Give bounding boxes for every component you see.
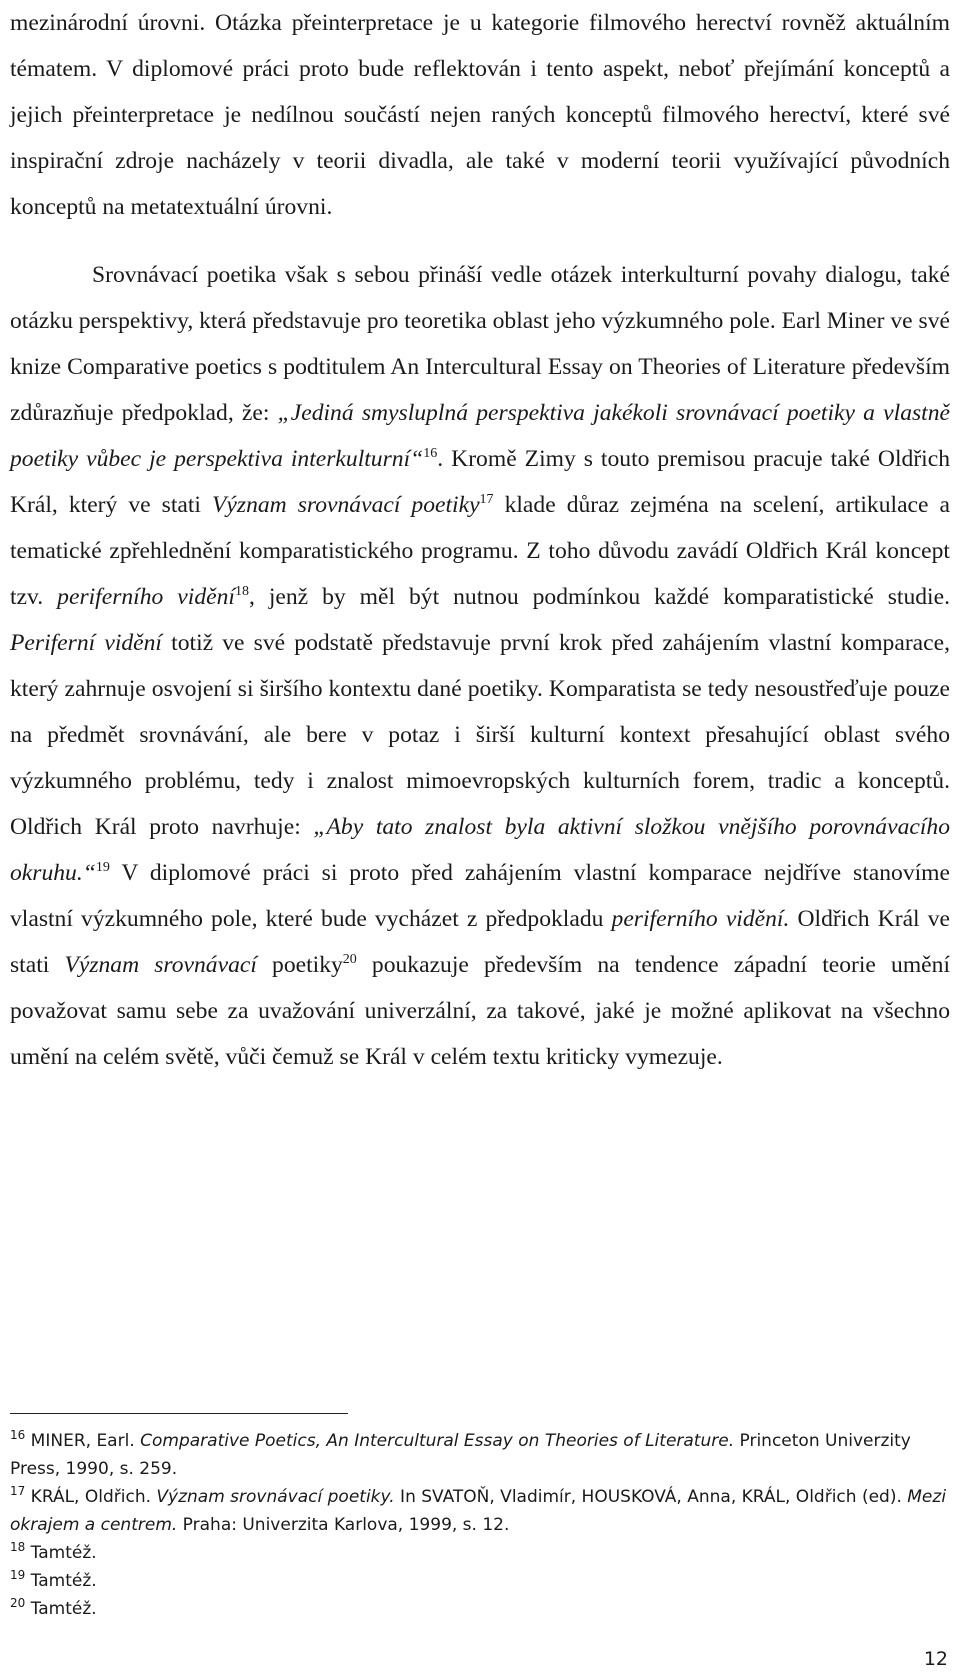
footnote-number: 18 <box>10 1540 26 1554</box>
footnote-text: Tamtéž. <box>25 1599 97 1619</box>
quote-kral: „Aby tato znalost byla aktivní složkou vnějšího porovnávacího okruhu.“ <box>10 814 950 886</box>
text-run: , jenž by měl být nutnou podmínkou každé komparatistické studie. <box>248 584 950 610</box>
quote-miner: „Jediná smysluplná perspektiva jakékoli srovnávací poetiky a vlastně poetiky vůbec je perspektiva interkulturní“ <box>10 400 951 472</box>
footnote-title: Význam srovnávací poetiky. <box>156 1487 395 1507</box>
text-run: totiž ve své podstatě představuje první krok před zahájením vlastní komparace, který zahrnuje osvojení si širšího kontextu dané poetiky. Komparatista se tedy nesoustřeďuje pouze na předmět srovnávání, ale bere v potaz i širší kulturní kontext přesahující oblast svého výzkumného problému, tedy i znalost mimoevropských kulturních forem, tradic a konceptů. Oldřich Král proto navrhuje: <box>10 630 950 840</box>
text-run: klade důraz zejména na scelení, artikulace a tematické zpřehlednění komparatistického programu. Z toho důvodu zavádí Oldřich Král koncept tzv. <box>10 492 950 610</box>
italic-title: Význam srovnávací poetiky <box>212 492 480 518</box>
text-run: V diplomové práci si proto před zahájením vlastní komparace nejdříve stanovíme vlastní výzkumného pole, které bude vycházet z předpokladu <box>10 860 950 932</box>
footnote-title: Comparative Poetics, An Intercultural Essay on Theories of Literature. <box>140 1431 735 1451</box>
footnote-text: KRÁL, Oldřich. <box>25 1487 157 1507</box>
footnote-number: 20 <box>10 1596 26 1610</box>
text-run: poukazuje především na tendence západní teorie umění považovat samu sebe za uvažování univerzální, za takové, jaké je možné aplikovat na všechno umění na celém světě, vůči čemuž se Král v celém textu kriticky vymezuje. <box>10 952 950 1070</box>
text-run: Oldřich Král ve stati <box>10 906 950 978</box>
italic-term: Periferní vidění <box>10 630 162 656</box>
footnote-19 <box>10 1567 950 1595</box>
footnote-text: MINER, Earl. <box>25 1431 141 1451</box>
footnote-ref-18[interactable]: 18 <box>234 584 249 599</box>
footnote-text: Princeton Univerzity Press, 1990, s. 259. <box>10 1431 911 1479</box>
footnote-text: In SVATOŇ, Vladimír, HOUSKOVÁ, Anna, KRÁL, Oldřich (ed). <box>394 1487 908 1507</box>
footnote-number: 17 <box>10 1484 26 1498</box>
footnotes <box>10 1427 950 1623</box>
body-text <box>10 0 950 1080</box>
footnote-number: 19 <box>10 1568 26 1582</box>
italic-term: periferního vidění. <box>611 906 790 932</box>
footnote-ref-17[interactable]: 17 <box>479 492 494 507</box>
paragraph-1 <box>10 0 950 230</box>
footnote-20 <box>10 1595 950 1623</box>
footnote-separator <box>10 1413 348 1414</box>
text-run: poetiky <box>256 952 343 978</box>
footnote-number: 16 <box>10 1428 26 1442</box>
footnote-text: Praha: Univerzita Karlova, 1999, s. 12. <box>177 1515 510 1535</box>
footnote-16 <box>10 1427 950 1483</box>
italic-term: periferního vidění <box>57 584 235 610</box>
text-run: Srovnávací poetika však s sebou přináší vedle otázek interkulturní povahy dialogu, také otázku perspektivy, která představuje pro teoretika oblast jeho výzkumného pole. Earl Miner ve své knize Comparative poetics s podtitulem An Intercultural Essay on Theories of Literature především zdůrazňuje předpoklad, že: <box>10 262 950 426</box>
italic-title: Význam srovnávací <box>64 952 257 978</box>
footnote-ref-20[interactable]: 20 <box>342 952 357 967</box>
footnote-17 <box>10 1483 950 1539</box>
paragraph-2 <box>10 252 950 1080</box>
text-run: mezinárodní úrovni. Otázka přeinterpretace je u kategorie filmového herectví rovněž aktuálním tématem. V diplomové práci proto bude reflektován i tento aspekt, neboť přejímání konceptů a jejich přeinterpretace je nedílnou součástí nejen raných konceptů filmového herectví, které své inspirační zdroje nacházely v teorii divadla, ale také v moderní teorii využívající původních konceptů na metatextuální úrovni. <box>10 10 950 220</box>
footnote-title: Mezi okrajem a centrem. <box>10 1487 947 1535</box>
footnote-ref-19[interactable]: 19 <box>95 860 110 875</box>
page-number: 12 <box>923 1648 948 1670</box>
footnote-text: Tamtéž. <box>25 1571 97 1591</box>
footnote-ref-16[interactable]: 16 <box>423 446 438 461</box>
text-run: . Kromě Zimy s touto premisou pracuje také Oldřich Král, který ve stati <box>10 446 950 518</box>
footnote-18 <box>10 1539 950 1567</box>
footnote-text: Tamtéž. <box>25 1543 97 1563</box>
